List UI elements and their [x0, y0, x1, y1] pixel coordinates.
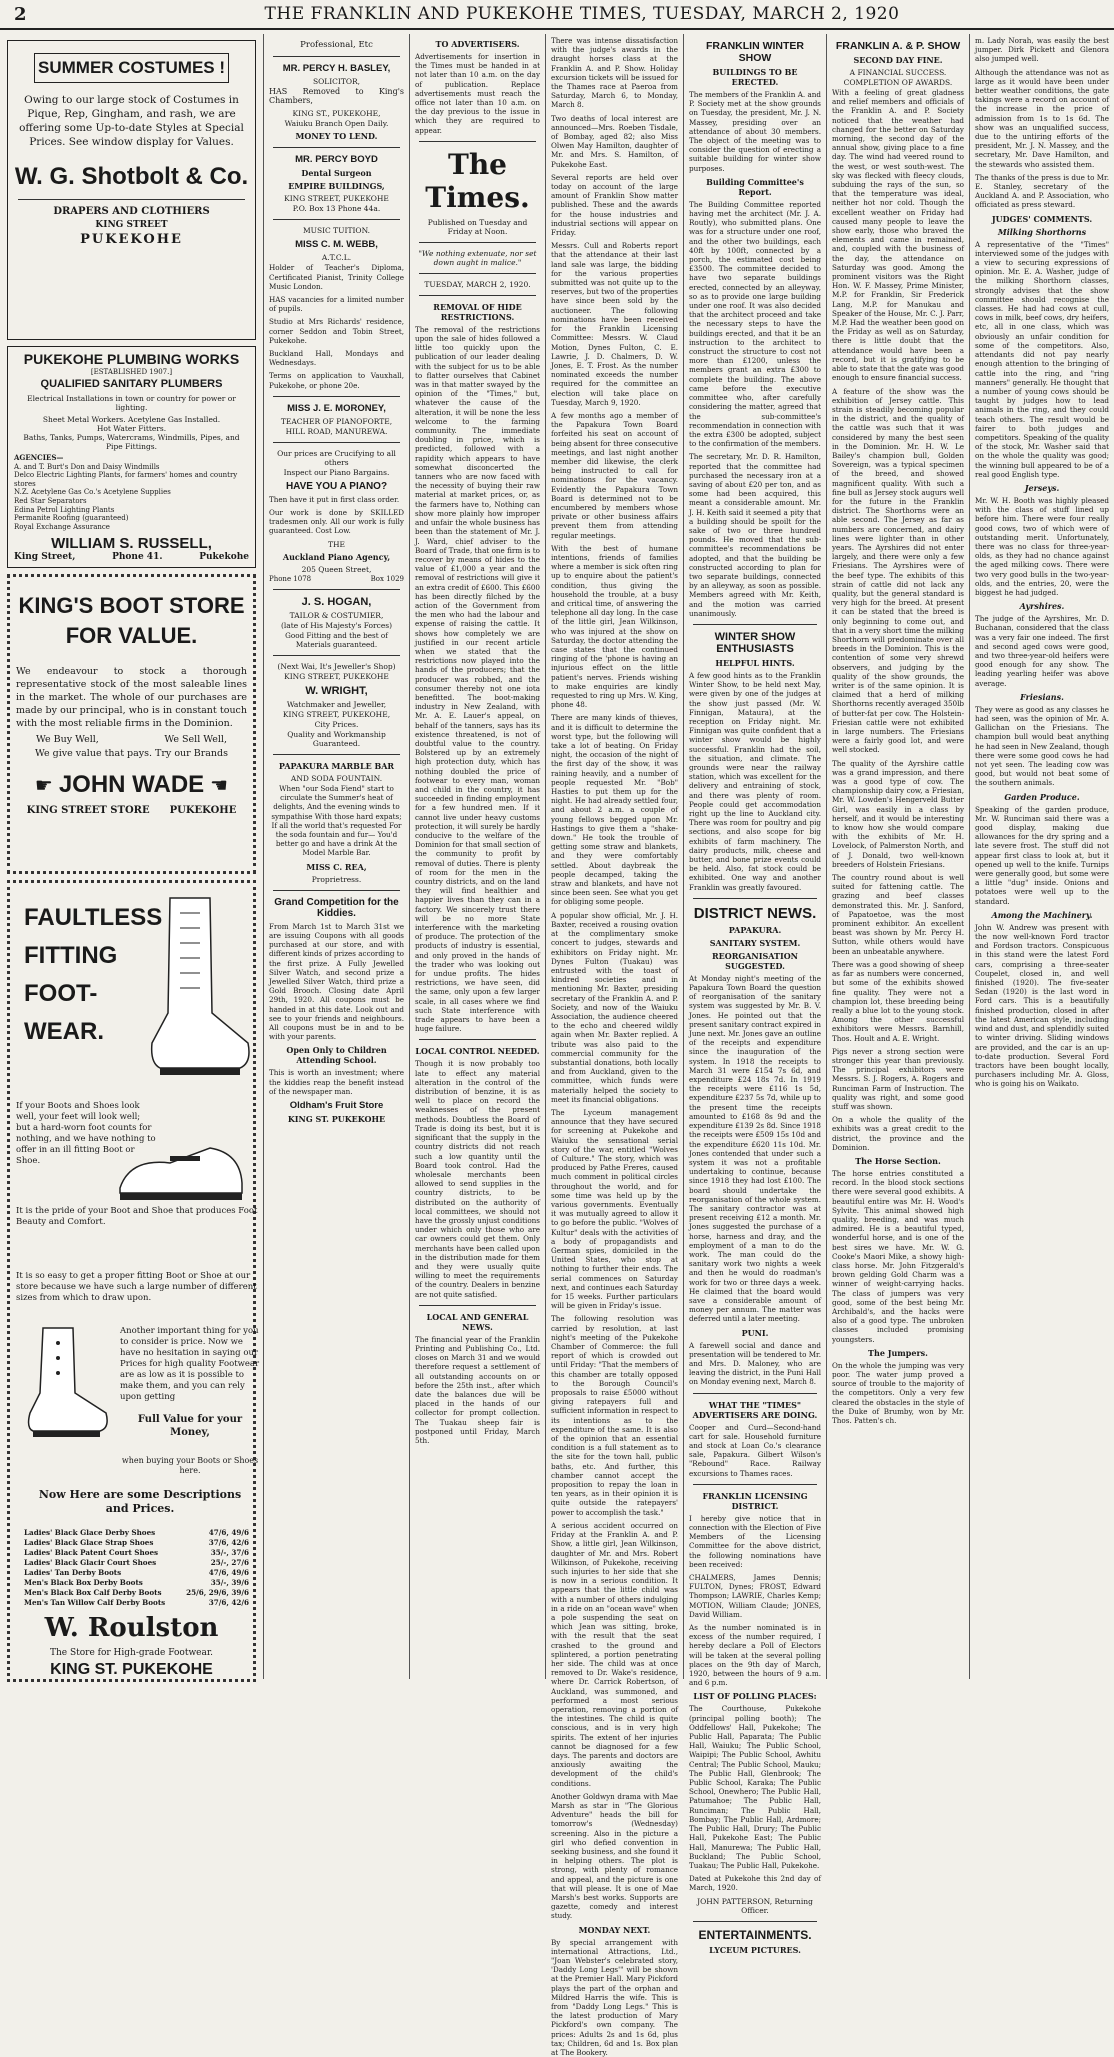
price-list: [24, 1528, 249, 1608]
price-item: Ladies' Black Patent Court Shoes: [24, 1548, 159, 1557]
agency-item: Delco Electric Lighting Plants, for farmers' homes and country stores: [14, 471, 238, 488]
wade-sell: We Sell Well,: [164, 734, 227, 745]
price-row: [24, 1548, 249, 1558]
roulston-body3: It is so easy to get a proper fitting Boot or Shoe at our store because we have such a large number of different sizes from which to draw upon.: [16, 1271, 257, 1303]
news-para: With the best of humane intentions, friends of families where a member is sick often ring up to enquire about the patient's condition, thus giving the household the trouble, at a busy and critical time, of answering the telephone all day long. In the case of the little girl, Jean Wilkinson, who was injured at the show on Saturday, the doctor attending the case states that the continued ringing of the 'phone is having an injurious effect on the little patient's nerves. Friends wishing to make enquiries are kindly requested to ring up Mrs. W. King, phone 48.: [551, 543, 678, 710]
wright-name: W. WRIGHT,: [305, 685, 368, 698]
divider: [693, 1393, 817, 1394]
agency-item: Red Star Separators: [14, 496, 87, 505]
rea-body: When "our Soda Fiend" start to circulate the Summer's heat of delights, And the evening winds to sympathise With those hard expats; If all the world that's requested For the soda fountain and fur— You'd better go and have a drink At the Model Marble Bar.: [271, 784, 402, 858]
roulston-tag: The Store for High-grade Footwear.: [49, 1648, 214, 1658]
shotbolt-street: KING STREET: [95, 220, 168, 230]
ss-body: At Monday night's meeting of the Papakura Town Board the question of reorganisation of the sanitary system was suggested by Mr. B. V. Jones. He pointed out that the present sanitary contract expired in June next. Mr. Jones gave an outline of the receipts and expenditure since the inauguration of the system. In 1918 the receipts to March 31 were £154 7s 6d, and expenditure £24 18s 7d. In 1919 the receipts were £116 1s 5d, expenditure £237 5s 7d, while up to the present time the receipts amounted to £168 8s 9d and the expenditure £139 2s 8d. Since 1918 the receipts were £509 15s 10d and the expenditure £620 11s 10d. Mr. Jones contended that under such a system it was not a profitable undertaking to continue, because since 1918 they had lost £100. The board should undertake the reorganisation of the whole system. The sanitary contractor was at present receiving £12 a month. Mr. Jones suggested the purchase of a horse, harness and dray, and the employment of a man to do the work. The man could do the sanitary work two nights a week and then he would do roadman's work for two or three days a week. He claimed that the board would save a considerable amount of money per annum. The matter was deferred until a later meeting.: [689, 973, 821, 1324]
judges-para: The thanks of the press is due to Mr. E. Stanley, secretary of the Auckland A. and P. Association, who officiated as press steward.: [975, 172, 1109, 210]
divider: [419, 273, 536, 274]
price-row: [24, 1578, 249, 1588]
news-para: There are many kinds of thieves, and it is difficult to determine the worst type, but the following will take a lot of beating. On Friday night, the occasion of the night of the first day of the show, it was raining heavily, and a number of people requested Mr. "Bob" Hasties to put them up for the night. He had already settled four, and about 2 a.m. a couple of young fellows begged upon Mr. Hastings to give them a "shake-down." He took the trouble of getting some straw and blankets, and they were comfortably settled. About daybreak the people decamped, taking the straw and blankets, and have not since been seen. See what you get for obliging some people.: [551, 713, 678, 907]
divider: [693, 1484, 817, 1485]
moroney-name: MISS J. E. MORONEY,: [287, 402, 386, 414]
boyd-name: MR. PERCY BOYD: [295, 154, 378, 166]
roulston-ad: [7, 880, 260, 1682]
divider: [273, 219, 400, 220]
fruit-store: Oldham's Fruit Store: [289, 1099, 384, 1111]
monday-head: MONDAY NEXT.: [578, 1924, 651, 1935]
price-row: [24, 1538, 249, 1548]
shotbolt-tagline: DRAPERS AND CLOTHIERS: [53, 206, 210, 217]
headline-line: WEAR.: [24, 1018, 104, 1045]
shotbolt-name: W. G. Shotbolt & Co.: [14, 163, 249, 190]
price-value: 35/-, 39/6: [210, 1578, 249, 1587]
masthead: [0, 0, 1114, 30]
shotbolt-town: PUKEKOHE: [80, 232, 183, 247]
bcr-body2: The secretary, Mr. D. R. Hamilton, reported that the committee had purchased the necessary iron at a saving of about £20 per ton, and as some had been acquired, this meant a considerable amount. Mr. J. H. Keith said it seemed a pity that a building should be spoilt for the sake of two or three hundred pounds. He moved that the sub-committee's recommendations be adopted, and that the building be constructed according to plan for two separate buildings, connected by an alleyway, as soon as possible. Members agreed with Mr. Keith, and the motion was carried unanimously.: [689, 452, 821, 618]
divider: [273, 589, 400, 590]
hogan-title: TAILOR & COSTUMIER,: [289, 610, 384, 620]
rea-owner: MISS C. REA,: [306, 861, 367, 872]
prof-head: Professional, Etc: [300, 40, 373, 50]
basley-waiuku: Waiuku Branch Open Daily.: [284, 119, 389, 129]
news-para: Another Goldwyn drama with Mae Marsh as star in "The Glorious Adventure" heads the bill for tomorrow's (Wednesday) screening. Also in the picture a girl who defied convention in seeking business, and she found it in helping others. The plot is strong, with plenty of romance and appeal, and the picture is one that will please. It is one of Mae Marsh's best works. Supports are gazette, comedy and interest study.: [551, 1791, 678, 1921]
webb-head: MUSIC TUITION.: [302, 226, 371, 236]
plumbing-street: King Street,: [14, 552, 76, 563]
paper-masthead: The Times.: [425, 147, 530, 214]
news-para: The following resolution was carried by resolution, at last night's meeting of the Pukekohe Chamber of Commerce: the full report of which is crowded out until Friday: "That the members of this chamber are totally opposed to the Borough Council's proposals to raise £5000 without giving ratepayers full and sufficient information in respect to its intentions as to the expenditure of the same. It is also of the opinion that an essential condition is a full statement as to the site for the town hall, public baths, etc. And further, this chamber cannot accept the proposition to repay the loan in ten years, as in their opinion it is quite outside the ratepayers' power to accomplish the task.": [551, 1314, 678, 1517]
piano-box: Box 1029: [370, 574, 404, 583]
wright-title: Watchmaker and Jeweller,: [286, 700, 387, 710]
piano-the: THE: [327, 539, 346, 549]
adv-head: TO ADVERTISERS.: [435, 39, 520, 49]
webb-name: MISS C. M. WEBB,: [295, 239, 378, 251]
headline-line: FAULTLESS: [24, 904, 163, 931]
ent-head: WINTER SHOW ENTHUSIASTS: [714, 630, 796, 655]
plumbing-line1: Electrical Installations in town or country for power or lighting.: [27, 394, 236, 412]
piano-body2: Our work is done by SKILLED tradesmen only. All our work is fully guaranteed. Cost Low.: [269, 508, 404, 536]
dn-sub: PAPAKURA.: [728, 924, 782, 935]
divider: [693, 624, 817, 625]
pun-body: A farewell social and dance and presentation will be tendered to Mr. and Mrs. D. Maloney, who are leaving the district, in the Puni Hall on Monday evening next, March 8.: [689, 1340, 821, 1387]
lic-body2: As the number nominated is in excess of the number required, I hereby declare a Poll of Electors will be taken at the several polling places on the 9th day of March, 1920, between the hours of 9 a.m. and 6 p.m.: [689, 1623, 821, 1688]
divider: [693, 1921, 817, 1922]
pub-note: Published on Tuesday and Friday at Noon.: [427, 217, 528, 236]
divider: [18, 199, 245, 200]
motto: "We nothing extenuate, nor set down aught in malice.": [418, 248, 537, 267]
news-para: Two deaths of local interest are announced—Mrs. Roeben Tisdale, of Bombay, aged 82; also Miss Olwen May Hamilton, daughter of Mr. and Mrs. S. Hamilton, of Pukekohe East.: [551, 113, 678, 169]
wade-give: We give value that pays. Try our Brands: [35, 748, 228, 759]
webb-body2: HAS vacancies for a limited number of pupils.: [269, 295, 404, 314]
edit-head: REMOVAL OF HIDE RESTRICTIONS.: [433, 301, 522, 322]
boyd-title: Dental Surgeon: [301, 168, 372, 179]
basley-street: KING ST., PUKEKOHE,: [292, 109, 381, 119]
headline-line: FITTING: [24, 942, 118, 969]
bcr-body: The Building Committee reported having met the architect (Mr. J. A. Routly), who submitted plans. One was for a structure under one roof, and the other two buildings, each 40ft by 100ft, connected by a porch, the estimated cost being £3500. The committee decided to have two separate buildings erected, connected by an alleyway, so as to provide one large building under one roof. It was also decided that the architect proceed and take the necessary steps to have the buildings erected, and that it be an instruction to the architect to construct the structure to cost not more than £1200, unless the members grant an extra £300 to complete the building. The above came before the executive committee who, after carefully considering the matter, agreed that the sub-committee's recommendation in connection with the extra £300 be adopted, subject to the confirmation of the members.: [689, 199, 821, 449]
roulston-value: [120, 1413, 260, 1439]
shotbolt-title: SUMMER COSTUMES !: [34, 53, 229, 83]
ayr-head: Ayrshires.: [1019, 601, 1065, 612]
news-para: A serious accident occurred on Friday at the Franklin A. and P. Show, a little girl, Jean Wilkinson, daughter of Mr. and Mrs. Robert Wilkinson, of Pukekohe, receiving such injuries to her side that she is now in a serious condition. It appears that the little child was with a number of others indulging in a ride on an "ocean wave" when a pole suspending the seat on which Jean was sitting, broke, with the result that the seat crashed to the ground and splintered, a portion penetrating her side. The child was at once removed to Dr. Wake's residence, where Dr. Carrick Robertson, of Auckland, was summoned, and performed a most serious operation, removing a portion of the intestines. The child is quite conscious, and is in very high spirits. The extent of her injuries cannot be diagnosed for a few days. The parents and doctors are anxiously awaiting the development of the child's conditions.: [551, 1520, 678, 1788]
price-item: Ladies' Black Glace Strap Shoes: [24, 1538, 154, 1547]
winter-show-column: [684, 34, 827, 1955]
lyc-head: ENTERTAINMENTS.: [698, 1927, 812, 1942]
wha-body: Cooper and Curd—Second-hand cart for sale. Household furniture and stock at Loan Co.'s clearance sale, Papakura. Gilbert Wilson's "Rebound" Race. Railway excursions to Thames races.: [689, 1422, 821, 1478]
plumbing-line2: Sheet Metal Workers. Acetylene Gas Installed.: [42, 415, 221, 424]
wright-pre: (Next Wai, It's Jeweller's Shop): [277, 662, 396, 672]
lc-body: Though it is now probably too late to effect any material alteration in the control of the distribution of benzine, it is as well to place on record the weaknesses of the present methods. Doubtless the Board of Trade is doing its best, but it is significant that the supply in the country districts did not reach such a low quantity until the Board took control. Had the wholesale merchants been allowed to send supplies in the country districts, to be distributed on the authority of local committees, we should not have the grossly unjust conditions under which only those who are car owners could get them. Only merchants have been called upon in the distribution made for them and they were usually quite willing to meet the requirements of the country. Dealers in benzine are not quite satisfied.: [415, 1059, 540, 1299]
piano-body: Then have it put in first class order.: [269, 494, 400, 504]
wha-head: WHAT THE "TIMES" ADVERTISERS ARE DOING.: [692, 1399, 818, 1420]
show-para: With a feeling of great gladness and relief members and officials of the Franklin A. and P. Society noticed that the weather had changed for the better on Saturday morning, the second day of the annual show, giving place to a fine day. The wind had veered round to the west, or west south-west. The sky was flecked with fleecy clouds, subduing the rays of the sun, so that the temperature was ideal, neither hot nor cold. Though the excellent weather on Friday had caused many people to leave the show early, those who braved the elements and came in remained, and, coupled with the business of the day, the attendance on Saturday was good. Among the prominent visitors was the Right Hon. W. F. Massey, Prime Minister, M.P. for Franklin, Sir Frederick Lang, M.P. for Manukau and Speaker of the House, Mr. C. J. Parr, M.P. Had the weather been good on the Friday as well as on Saturday, there is little doubt that the attendance would have been a record, but it is gratifying to be able to state that the gate was good enough to ensure financial success.: [832, 88, 964, 383]
divider: [693, 898, 817, 899]
monday-body: By special arrangement with international Attractions, Ltd., "Joan Webster's celebrated story, 'Daddy Long Legs'" will be shown at the Premier Hall. Mary Pickford plays the part of the orphan and Mildred Harris the wife. This is from "Daddy Long Legs." This is the latest production of Mary Pickford's own company. The prices: Adults 2s and 1s 6d, plus tax; Children, 6d and 1s. Box plan at The Bookery.: [551, 1937, 678, 2057]
divider: [273, 396, 400, 397]
hogan-name: J. S. HOGAN,: [301, 595, 372, 608]
lic-dated: Dated at Pukekohe this 2nd day of March, 1920.: [689, 1874, 821, 1893]
news-para: The Lyceum management announce that they have secured for screening at Pukekohe and Waiuku the sensational serial story of the war, entitled "Wolves of Culture." The story, which was produced by Pathe Freres, caused much comment in political circles throughout the world, and for some time was held up by the various governments. Eventually it was mutually agreed to allow it to go before the public. "Wolves of Kultur" deals with the activities of a body of propagandists and German spies, domiciled in the United States, who stop at nothing to further their ends. The serial commences on Saturday next, and continues each Saturday for 15 weeks. Further particulars will be given in Friday's issue.: [551, 1107, 678, 1311]
boot-illustration: [130, 893, 255, 1093]
plumbing-town: Pukekohe: [199, 552, 249, 563]
show-sub: SECOND DAY FINE.: [853, 55, 943, 65]
horse-body: The horse entries constituted a record. In the blood stock sections there were several good exhibits. A beautiful entire was Mr. H. Wood's Sylvite. This animal showed high quality, breeding, and was much admired. He is a beautiful typed, wonderful horse, and is one of the best sires we have. Mr. W. G. Cooke's Maori Mike, a showy high-class horse. Mr. John Fitzgerald's brown gelding Gold Charm was a winner of weight-carrying hacks. The class of jumpers was very good, some of the best being Mr. Archibald's, and the hacks were also of a good type. The unbroken classes included promising youngsters.: [832, 1168, 964, 1344]
hogan-late: (late of His Majesty's Forces): [280, 620, 393, 630]
wade-town: PUKEKOHE: [169, 805, 237, 816]
show-para: On a whole the quality of the exhibits was a great credit to the district, the province and the Dominion.: [832, 1115, 964, 1152]
price-item: Men's Tan Willow Calf Derby Boots: [24, 1598, 166, 1607]
edit-body: The removal of the restrictions upon the sale of hides followed a little too quickly upon the publication of our leader dealing with the subject for us to be able to flatter ourselves that Cabinet was in that matter swayed by the opinion of the "Times," but, whatever the cause of the alteration, it will be none the less welcome to the farming community. The immediate doubling in price, which is predicted, followed with a rapidity which appears to have somewhat disconcerted the tanners who are now faced with the necessity of buying their raw material at market prices, or, as the farmers have to, Nothing can show more plainly how improper and unfair the whole business has been than the statement of Mr. J. J. Ward, chief adviser to the Board of Trade, that one firm is to recover by means of hides to the value of £1,000 a year and the removal of restrictions will give it an extra credit of £600. This £600 has been directly filched by the action of the Government from the men who had the labour and expense of raising the cattle. It shows how completely we are justified in our recent article when we stated that the restrictions now played into the hands of the producers; that the producer was robbed, and the consumer thereby not one iota benefitted. The boot-making industry in New Zealand, with Mr. A. E. Lauer's appeal, on behalf of the tanners, says has its existence threatened, is not of doubtful value to the country. Bolstered up by an extremely high protection duty, which has nothing doubled the price of footwear to every man, woman and child in the country, it has succeeded in finding employment for a few hundred men. If it cannot live under heavy customs protection, it will surely be hardly conducive to the welfare of the Dominion for that small section of the community to profit by removal of duties. There is plenty of room for the men in the country districts, and on the land they will find healthier and happier lives than they can in a factory. We sincerely trust there will be no more State interference with the marketing of produce. The protection of the products of industry is essential, and only proved in the hands of the trader who was looking out for undue profits. The hides restrictions, we have seen, did the same, only upon a few larger scale, in all cases where we find such State interference with trade appears to have been a huge failure.: [415, 324, 540, 1034]
price-item: Men's Black Box Calf Derby Boots: [24, 1588, 162, 1597]
divider: [419, 1039, 536, 1040]
lic-names: CHALMERS, James Dennis; FULTON, Dynes; FROST, Edward Thompson; LAWRIE, Charles Kemp; MOTION, William Claude; JONES, David William.: [689, 1573, 821, 1619]
boyd-street: KING STREET, PUKEKOHE: [284, 194, 389, 204]
roulston-when: when buying your Boots or Shoes here.: [121, 1456, 259, 1475]
piano-phone: Phone 1078: [269, 574, 312, 583]
webb-body5: Terms on application to Vauxhall, Pukekohe, or phone 20e.: [269, 371, 404, 390]
price-item: Men's Black Box Derby Boots: [24, 1578, 143, 1587]
divider: [419, 242, 536, 243]
wright-prices: City Prices.: [314, 720, 359, 730]
webb-body4: Buckland Hall, Mondays and Wednesdays.: [269, 349, 404, 368]
roulston-body1: If your Boots and Shoes look well, your feet will look well; but a hard-worn foot counts for nothing, and we have nothing to offer in an ill fitting Boot or Shoe.: [16, 1101, 156, 1166]
piano-pre: Our prices are Crucifying to all others: [277, 448, 396, 467]
lg-head: LOCAL AND GENERAL NEWS.: [426, 1311, 529, 1332]
lyc-sub: LYCEUM PICTURES.: [709, 1944, 801, 1955]
agency-item: N.Z. Acetylene Gas Co.'s Acetylene Supplies: [14, 488, 171, 497]
wade-title: KING'S BOOT STORE FOR VALUE.: [18, 593, 245, 648]
price-value: 47/6, 49/6: [208, 1568, 249, 1577]
comp-note: This is worth an investment; where the kiddies reap the benefit instead of the newspaper man.: [269, 1068, 404, 1096]
rea-sub: AND SODA FOUNTAIN.: [290, 774, 383, 784]
agency-item: Permanite Roofing (guaranteed): [14, 514, 129, 523]
price-value: 47/6, 49/6: [208, 1528, 249, 1537]
divider: [419, 1305, 536, 1306]
jersey-head: Jerseys.: [1024, 482, 1060, 493]
professional-column: [264, 34, 410, 1679]
roulston-body4: Another important thing for you to consider is price. Now we have no hesitation in saying our Prices for high quality Footwear are as low as it is possible to make them, and you can rely upon getting: [120, 1326, 260, 1402]
bcr-head: Building Committee's Report.: [706, 176, 804, 197]
show-para: The quality of the Ayrshire cattle was a grand impression, and there was a good type of cow. The championship dairy cow, a Friesian, Mr. W. Lowden's Hengerveld Butter Girl, was easily in a class by herself, and it would be interesting to know how she would compare with the exhibits of Mr. H. Lovelock, of Palmerston North, and of J. Donald, two well-known breeders of Holstein Friesians.: [832, 758, 964, 869]
wade-buy-sell: [36, 734, 227, 745]
roulston-now: Now Here are some Descriptions and Prices.: [38, 1488, 242, 1515]
ent-body: A few good hints as to the Franklin Winter Show, to be held next May, were given by one of the judges at the show just passed (Mr. W. Finnigan, Mataura), at the reception on Friday night. Mr. Finnigan was quite confident that a winter show would be highly successful. Franklin had the soil, the situation, and climate. The grounds were near the railway station, which was excellent for the delivery and entraining of stock, and there was plenty of room. People could get accommodation right up the line to Auckland city. There was room for poultry and pig sections, and also scope for big exhibits of farm machinery. The dairy products, milk, cheese and butter, and bone prize events could be held. Also, fat stock could be exhibited. One way and another Franklin was greatly favoured.: [689, 670, 821, 892]
news-para: Several reports are held over today on account of the large amount of Franklin Show matter published. These and the awards for the house industries and industrial sections will appear on Friday.: [551, 172, 678, 238]
fries-head: Friesians.: [1020, 691, 1064, 702]
rea-prop: Proprietress.: [311, 874, 362, 884]
webb-body3: Studio at Mrs Richards' residence, corner Seddon and Tobin Street, Pukekohe.: [269, 317, 404, 345]
wright-pre2: KING STREET, PUKEKOHE: [284, 672, 389, 682]
plumbing-agencies: [14, 454, 249, 531]
ent-sub: HELPFUL HINTS.: [715, 657, 795, 668]
wright-quality: Quality and Workmanship Guaranteed.: [287, 730, 386, 749]
price-row: [24, 1568, 249, 1578]
mach-body: John W. Andrew was present with the now well-known Ford tractor and Fordson tractors. Conspicuous in this stand were the latest Ford cars, comprising a three-seater Coupelet, closed in, and well finished (1920). The five-seater Sedan (1920) is the last word in Ford cars. This is a beautifully finished production, closed in after the latest American style, including wind and dust, and splendidly suited to winter driving. Sliding windows are provided, and the car is an up-to-date production. Several Ford tractors have been bought locally, purchasers including Mr. A. Gloss, who is going his on Waikato.: [975, 922, 1109, 1089]
divider: [273, 890, 400, 891]
wade-ad: [7, 574, 256, 874]
horse-head: The Horse Section.: [855, 1155, 941, 1166]
news-para: There was intense dissatisfaction with the judge's awards in the draught horses class at the Franklin A. and P. Show. Holiday excursion tickets will be issued for the Thames race at Paeroa from Saturday, March 6, to Monday, March 8.: [551, 36, 678, 110]
show-para: A feature of the show was the exhibition of Jersey cattle. This strain is steadily becoming popular in the district, and the quality of the cattle was such that it was considered by many the best seen in the Dominion. Mr. H. W. Le Bailey's champion bull, Golden Sovereign, was a typical specimen of the breed, and showed magnificent quality. With such a fine bull as Jersey stock augurs well for the future in the Franklin district. The Shorthorns were an able second. The Jersey as far as numbers are concerned, and dairy lines were lighter than in other years. The Ayrshires did not enter largely, and there were only a few Friesians. The Ayrshires were of the beef type. The exhibits of this strain of cattle did not lack any quality, but the general standard is very high for the breed. At present it can be stated that the breed is only beginning to come out, and that in a very short time the milking Shorthorn will predominate over all breeds in the Dominion. This is the contention of some very shrewd observers, and judging by the quality of the show grounds, the writer is of the same opinion. It is claimed that a herd of milking Shorthorns recently averaged 350lb of butter-fat per cow. The Holstein-Friesian cattle were not exhibited in large numbers. The Friesians were a fairly good lot, and were well stocked.: [832, 386, 965, 755]
issue-date: TUESDAY, MARCH 2, 1920.: [424, 279, 531, 289]
comp-title: Grand Competition for the Kiddies.: [274, 896, 399, 919]
show-para: Pigs never a strong section were stronger this year than previously. The principal exhibitors were Messrs. S. J. Rogers, A. Rogers and Runciman Farm of Instruction. The quality was right, and some good stuff was shown.: [832, 1046, 964, 1111]
webb-creds: A.T.C.L.: [321, 253, 352, 263]
hogan-body: Good Fitting and the best of Materials guaranteed.: [285, 630, 388, 649]
judges-head: JUDGES' COMMENTS.: [991, 213, 1093, 224]
headline-line: FOOT-: [24, 980, 98, 1007]
news-para: A few months ago a member of the Papakura Town Board forfeited his seat on account of being absent for three consecutive meetings, and last night another member did likewise, the clerk being instructed to call for nominations for the vacancy. Evidently the Papakura Town Board is determined not to be encumbered by members whose private or other business affairs prevent them from attending regular meetings.: [551, 410, 678, 540]
piano-contact: [269, 575, 404, 583]
divider: [419, 141, 536, 142]
show-report-column: [827, 34, 970, 1679]
basley-title: SOLICITOR,: [312, 77, 361, 86]
ss-sub: REORGANISATION SUGGESTED.: [712, 950, 798, 971]
divider: [273, 754, 400, 755]
moroney-addr: HILL ROAD, MANUREWA.: [285, 426, 388, 436]
newspaper-title: THE FRANKLIN AND PUKEKOHE TIMES, TUESDAY, MARCH 2, 1920: [264, 4, 900, 24]
agencies-label: AGENCIES—: [14, 453, 64, 462]
judges-column: [970, 34, 1114, 1679]
news-para: A popular show official, Mr. J. H. Baxter, received a rousing ovation at the complimentary smoke concert to judges, stewards and exhibitors on Friday night. Mr. Dynes Fulton (Tuakau) was entrusted with the toast of kindred societies and in mentioning Mr. Baxter, presiding secretary of the Franklin A. and P. Society, and now of the Waiuku Association, the audience cheered to the echo and cheered wildly again when Mr. Baxter replied. A tribute was also paid to the commercial community for the substantial donations, both locally and from Auckland, given to the committee, which funds were materially helped the society to meet its financial obligations.: [551, 910, 678, 1104]
plumbing-est: [ESTABLISHED 1907.]: [90, 368, 173, 376]
rea-name: PAPAKURA MARBLE BAR: [278, 761, 395, 772]
milk-head: Milking Shorthorns: [997, 226, 1087, 237]
moroney-title: TEACHER OF PIANOFORTE,: [280, 416, 393, 426]
lg-body: The financial year of the Franklin Printing and Publishing Co., Ltd. closes on March 31 and we would therefore request a settlement of all outstanding accounts on or before the 25th inst., after which date the balances due will be placed in the hands of our collector for prompt collection. The Tuakau sheep fair is postponed until Friday, March 5th.: [415, 1334, 540, 1445]
piano-pre2: Inspect our Piano Bargains.: [283, 467, 390, 477]
jumpers-head: The Jumpers.: [868, 1347, 928, 1358]
wade-buy: We Buy Well,: [36, 734, 99, 745]
pointing-hand-right-icon: ☛: [210, 773, 229, 797]
pointing-hand-left-icon: ☛: [34, 773, 53, 797]
fruit-street: KING ST. PUKEKOHE: [287, 1113, 386, 1124]
laced-boot-illustration: [18, 1323, 113, 1443]
wade-body: We endeavour to stock a thorough representative stock of the most saleable lines in the market. The whole of our purchases are made by our principal, who is in constant touch with the most reliable firms in the Dominion.: [16, 666, 247, 729]
comp-open: Open Only to Children Attending School.: [286, 1045, 387, 1066]
ayr-body: The judge of the Ayrshires, Mr. D. Buchanan, considered that the class was a very fair one indeed. The first and second aged cows were good, and two three-year-old heifers were good enough for any show. The leading yearling heifer was above average.: [975, 614, 1109, 688]
wright-addr: KING STREET, PUKEKOHE,: [282, 710, 391, 720]
plumbing-line3: Hot Water Fitters.: [96, 424, 167, 433]
fries-body: They were as good as any classes he had seen, was the opinion of Mr. A. Gallichan on the Friesians. The champion bull would beat anything he had seen in New Zealand, though there were some good cows he had not yet seen. The leading cow was good, but would not beat some of the southern animals.: [975, 704, 1109, 788]
mach-head: Among the Machinery.: [991, 909, 1093, 920]
lic-body: I hereby give notice that in connection with the Election of Five Members of the Licensing Committee for the above district, the following nominations have been received:: [689, 1513, 821, 1569]
price-row: [24, 1528, 249, 1538]
shotbolt-body: Owing to our large stock of Costumes in Pique, Rep, Gingham, and rash, we are offering some Up-to-date Styles at Special Prices. See window display for Values.: [19, 94, 244, 148]
wade-name: JOHN WADE: [58, 771, 205, 798]
value-line: Full Value for your: [137, 1414, 243, 1425]
garden-head: Garden Produce.: [1004, 791, 1080, 802]
news-column: [546, 34, 684, 2057]
price-row: [24, 1588, 249, 1598]
price-value: 35/-, 37/6: [210, 1548, 249, 1557]
boyd-bldg: EMPIRE BUILDINGS,: [288, 181, 385, 192]
roulston-body2: It is the pride of your Boot and Shoe that produces Foot Beauty and Comfort.: [16, 1206, 258, 1227]
ss-head: SANITARY SYSTEM.: [709, 937, 801, 948]
price-item: Ladies' Black Glace Derby Shoes: [24, 1528, 156, 1537]
jumpers-body: On the whole the jumping was very poor. The water jump proved a source of trouble to the majority of the competitors. Only a very few cleared the obstacles in the style of the Duke of Brumby, won by Mr. Thos. Patten's ch.: [832, 1360, 964, 1426]
editorial-column: [410, 34, 546, 1679]
boyd-phone: P.O. Box 13 Phone 44a.: [292, 204, 381, 214]
roulston-name: W. Roulston: [44, 1613, 219, 1643]
divider: [273, 56, 400, 57]
lic-sig: JOHN PATTERSON, Returning Officer.: [697, 1896, 813, 1915]
divider: [273, 655, 400, 656]
price-value: 37/6, 42/6: [208, 1598, 249, 1607]
winter-body: The members of the Franklin A. and P. Society met at the show grounds on Tuesday, the president, Mr. J. N. Massey, presiding over an attendance of about 30 members. The object of the meeting was to consider the question of erecting a suitable building for winter show purposes.: [689, 90, 821, 173]
show-para: There was a good showing of sheep as far as numbers were concerned, but some of the exhibits showed fine quality. They were not a champion lot, these breeding being really a blue lot to the young stock. Among the other successful exhibitors were Messrs. Barnhill, Thos. Hoult and A. E. Wright.: [832, 959, 964, 1043]
ad-column: [0, 34, 264, 1679]
dn-head: DISTRICT NEWS.: [693, 904, 817, 922]
basley-body: HAS Removed to King's Chambers,: [269, 87, 404, 106]
piano-name: Auckland Piano Agency,: [282, 551, 391, 562]
wade-address: [16, 805, 247, 816]
basley-name: MR. PERCY H. BASLEY,: [282, 63, 391, 74]
price-item: Ladies' Black Glacir Court Shoes: [24, 1558, 157, 1567]
judges-para: Although the attendance was not as large as it would have been under better weather conditions, the gate takings were a record on account of the increase in the price of admission from 1s to 1s 6d. The show was an unqualified success, due to the untiring efforts of the president, Mr. J. N. Massey, and the secretary, Mr. Dave Hamilton, and the stewards who assisted them.: [975, 67, 1109, 169]
adv-body: Advertisements for insertion in the Times must be handed in at not later than 10 a.m. on the day of publication. Replace advertisements must reach the office not later than 10 a.m. on the day previous to the issue in which they are required to appear.: [415, 52, 540, 135]
winter-head: FRANKLIN WINTER SHOW: [706, 40, 804, 64]
agency-item: Edina Petrol Lighting Plants: [14, 505, 115, 514]
price-item: Ladies' Tan Derby Boots: [24, 1568, 122, 1577]
show-sub3: COMPLETION OF AWARDS.: [843, 78, 953, 87]
news-para: Messrs. Cull and Roberts report that the attendance at their last land sale was large, the bidding for the various properties submitted was not quite up to the reserves, but two of the properties have since been sold by the auctioneer. The following nominations have been received for the Franklin Licensing Committee: Messrs. W. Claud Motion, Dynes Fulton, C. E. Lawrie, J. D. Chalmers, D. W. Jones, E. T. Frost. As the number nominated exceeds the number required for the committee an election will take place on Tuesday, March 9, 1920.: [551, 241, 678, 407]
lc-head: LOCAL CONTROL NEEDED.: [415, 1046, 540, 1057]
price-row: [24, 1598, 249, 1608]
judges-para: m. Lady Norah, was easily the best jumper. Dirk Pickett and Glenora also jumped well.: [975, 36, 1109, 64]
agency-item: A. and T. Burt's Don and Daisy Windmills: [14, 462, 160, 471]
lic-list: The Courthouse, Pukekohe (principal polling booth); The Oddfellows' Hall, Pukekohe; The Public Hall, Paparata; The Public Hall, Waiuku; The Public School, Waipipi; The Public School, Awhitu Central; The Public School, Mauku; The Public Hall, Glenbrook; The Public School, Karaka; The Public School, Onewhero; The Public Hall, Patumahoe; The Public Hall, Runciman; The Public Hall, Bombay; The Public Hall, Ardmore; The Public Hall, Drury; The Public Hall, Pukekohe East; The Public Hall, Manurewa; The Public Hall, Buckland; The Public School, Tuakau; The Public Hall, Pukekohe.: [689, 1704, 821, 1870]
lic-list-head: LIST OF POLLING PLACES:: [693, 1691, 817, 1702]
price-value: 25/-, 27/6: [210, 1558, 249, 1567]
plumbing-name: WILLIAM S. RUSSELL,: [51, 535, 212, 553]
pun-head: PUNI.: [741, 1327, 769, 1338]
agency-item: Royal Exchange Assurance: [14, 522, 110, 531]
page-number: 2: [14, 4, 27, 25]
roulston-street: KING ST. PUKEKOHE: [50, 1661, 213, 1678]
plumbing-title: PUKEKOHE PLUMBING WORKS: [23, 351, 240, 367]
plumbing-line4: Baths, Tanks, Pumps, Watercrams, Windmills, Pipes, and Pipe Fittings.: [23, 433, 240, 451]
show-head: FRANKLIN A. & P. SHOW: [835, 40, 961, 52]
price-value: 37/6, 42/6: [208, 1538, 249, 1547]
wade-name-row: [16, 771, 247, 799]
winter-sub: BUILDINGS TO BE ERECTED.: [712, 67, 798, 87]
basley-money: MONEY TO LEND.: [295, 131, 378, 142]
plumbing-ad: [7, 346, 256, 568]
shotbolt-ad: [7, 40, 256, 340]
comp-body: From March 1st to March 31st we are issuing Coupons with all goods purchased at our store, and with different kinds of prizes according to the first prize. A Fully Jewelled Silver Watch, and second prize a Jewelled Silver Watch, third prize a Gold Brooch. Closing date April 29th, 1920. All coupons must be handed in at this date. Look out and see to your friends and neighbours. All coupons must be in and to be with your parents.: [269, 921, 404, 1042]
piano-head: HAVE YOU A PIANO?: [285, 480, 388, 492]
jersey-body: Mr. W. H. Booth was highly pleased with the class of stuff lined up before him. There were four really good cows, two of which were of outstanding merit. Unfortunately, there was no class for three-year-olds, as they had no chance against the aged milking cows. There were two very good bulls in the two-year-olds, and the entries, 20, were the biggest he had judged.: [975, 495, 1109, 597]
garden-body: Speaking of the garden produce, Mr. W. Runciman said there was a good display, making due allowances for the dry spring and a late severe frost. The stuff did not appear first class to look at, but it opened up well to the knife. Turnips were generally good, but some were a little "dug" inside. Onions and potatoes were well up to the standard.: [975, 804, 1109, 906]
webb-body: Holder of Teacher's Diploma, Certificated Pianist, Trinity College Music London.: [269, 263, 404, 291]
plumbing-phone: Phone 41.: [112, 552, 163, 563]
price-row: [24, 1558, 249, 1568]
lic-head: FRANKLIN LICENSING DISTRICT.: [702, 1490, 808, 1511]
price-value: 25/6, 29/6, 39/6: [186, 1588, 249, 1597]
show-sub2: A FINANCIAL SUCCESS.: [849, 68, 947, 77]
show-para: The country round about is well suited for fattening cattle. The grazing and beef classes demonstrated this. Mr. J. Sanford, of Papatoetoe, was the most prominent exhibitor. An excellent beast was shown by Mr. Percy H. Sutton, while others would have been an unbeatable anywhere.: [832, 873, 964, 956]
divider: [273, 147, 400, 148]
plumbing-sub: QUALIFIED SANITARY PLUMBERS: [40, 378, 223, 390]
wade-street: KING STREET STORE: [26, 805, 150, 816]
divider: [419, 295, 536, 296]
milk-body: A representative of the "Times" interviewed some of the judges with a view to securing expressions of opinion. Mr. E. A. Washer, judge of the milking Shorthorn classes, strongly advises that the show committee should recognise the classes. He had had cows at cull, cows in milk, beef cows, dry heifers, etc, all in one class, which was obviously an unfair condition for some of the competitors. Also, attendants did not pay nearly enough attention to the bringing of cattle into the ring, and "ring manners" generally. He thought that a number of young cows should be taught by judges how to lead animals in the ring, and they could teach others. The result would be fairer to both judges and competitors. Speaking of the quality of the stock, Mr. Washer said that on the whole the quality was good; the winning bull appeared to be of a real good English type.: [975, 239, 1109, 479]
piano-addr: 205 Queen Street,: [301, 564, 372, 574]
plumbing-address: [14, 552, 249, 562]
divider: [273, 442, 400, 443]
value-line: Money,: [170, 1427, 210, 1438]
